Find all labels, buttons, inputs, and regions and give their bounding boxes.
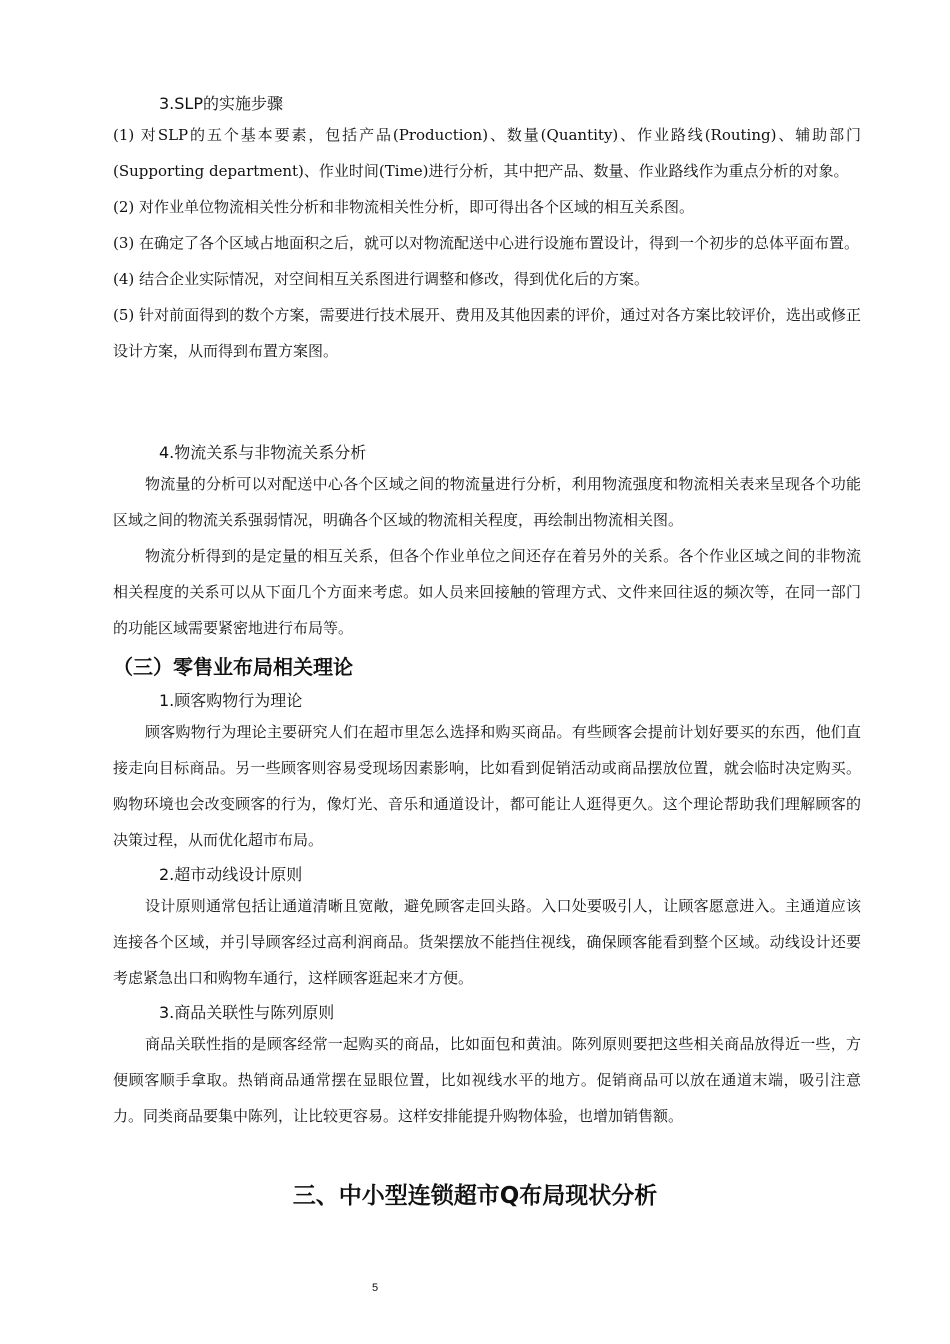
slp-step-3: (3) 在确定了各个区域占地面积之后，就可以对物流配送中心进行设施布置设计，得到一个初步的总体平面布置。: [113, 234, 860, 252]
slp-heading: 3.SLP的实施步骤: [159, 94, 283, 113]
chapter-title: 三、中小型连锁超市Q布局现状分析: [292, 1183, 658, 1209]
shopping-behavior-block: [113, 688, 861, 858]
shopping-behavior-text: 顾客购物行为理论主要研究人们在超市里怎么选择和购买商品。有些顾客会提前计划好要买的东西，他们直接走向目标商品。另一些顾客则容易受现场因素影响，比如看到促销活动或商品摆放位置，就会临时决定购买。购物环境也会改变顾客的行为，像灯光、音乐和通道设计，都可能让人逛得更久。这个理论帮助我们理解顾客的决策过程，从而优化超市布局。: [113, 723, 861, 849]
retail-heading: （三）零售业布局相关理论: [113, 655, 353, 679]
page-number: 5: [371, 1282, 379, 1294]
retail-section: [113, 652, 861, 1134]
slp-step-4: (4) 结合企业实际情况，对空间相互关系图进行调整和修改，得到优化后的方案。: [113, 270, 650, 288]
merchandise-display-text: 商品关联性指的是顾客经常一起购买的商品，比如面包和黄油。陈列原则要把这些相关商品放得近一些，方便顾客顺手拿取。热销商品通常摆在显眼位置，比如视线水平的地方。促销商品可以放在通道末端，吸引注意力。同类商品要集中陈列，让比较更容易。这样安排能提升购物体验，也增加销售额。: [113, 1035, 861, 1125]
logistics-section: [113, 440, 861, 646]
traffic-flow-heading: 2.超市动线设计原则: [159, 865, 303, 884]
slp-step-1: (1) 对SLP的五个基本要素，包括产品(Production)、数量(Quantity)、作业路线(Routing)、辅助部门(Supporting department)、作业时间(Time)进行分析，其中把产品、数量、作业路线作为重点分析的对象。: [113, 126, 861, 180]
traffic-flow-block: [113, 862, 861, 996]
traffic-flow-text: 设计原则通常包括让通道清晰且宽敞，避免顾客走回头路。入口处要吸引人，让顾客愿意进入。主通道应该连接各个区域，并引导顾客经过高利润商品。货架摆放不能挡住视线，确保顾客能看到整个区域。动线设计还要考虑紧急出口和购物车通行，这样顾客逛起来才方便。: [113, 897, 861, 987]
merchandise-display-block: [113, 1000, 861, 1134]
merchandise-display-heading: 3.商品关联性与陈列原则: [159, 1003, 335, 1022]
slp-step-2: (2) 对作业单位物流相关性分析和非物流相关性分析，即可得出各个区域的相互关系图。: [113, 198, 695, 216]
shopping-behavior-heading: 1.顾客购物行为理论: [159, 691, 303, 710]
logistics-paragraph-2: 物流分析得到的是定量的相互关系，但各个作业单位之间还存在着另外的关系。各个作业区域之间的非物流相关程度的关系可以从下面几个方面来考虑。如人员来回接触的管理方式、文件来回往返的频次等，在同一部门的功能区域需要紧密地进行布局等。: [113, 547, 861, 637]
slp-step-5: (5) 针对前面得到的数个方案，需要进行技术展开、费用及其他因素的评价，通过对各方案比较评价，选出或修正设计方案，从而得到布置方案图。: [113, 306, 861, 360]
logistics-heading: 4.物流关系与非物流关系分析: [159, 443, 367, 462]
slp-section: [113, 91, 861, 369]
logistics-paragraph-1: 物流量的分析可以对配送中心各个区域之间的物流量进行分析，利用物流强度和物流相关表来呈现各个功能区域之间的物流关系强弱情况，明确各个区域的物流相关程度，再绘制出物流相关图。: [113, 475, 861, 529]
